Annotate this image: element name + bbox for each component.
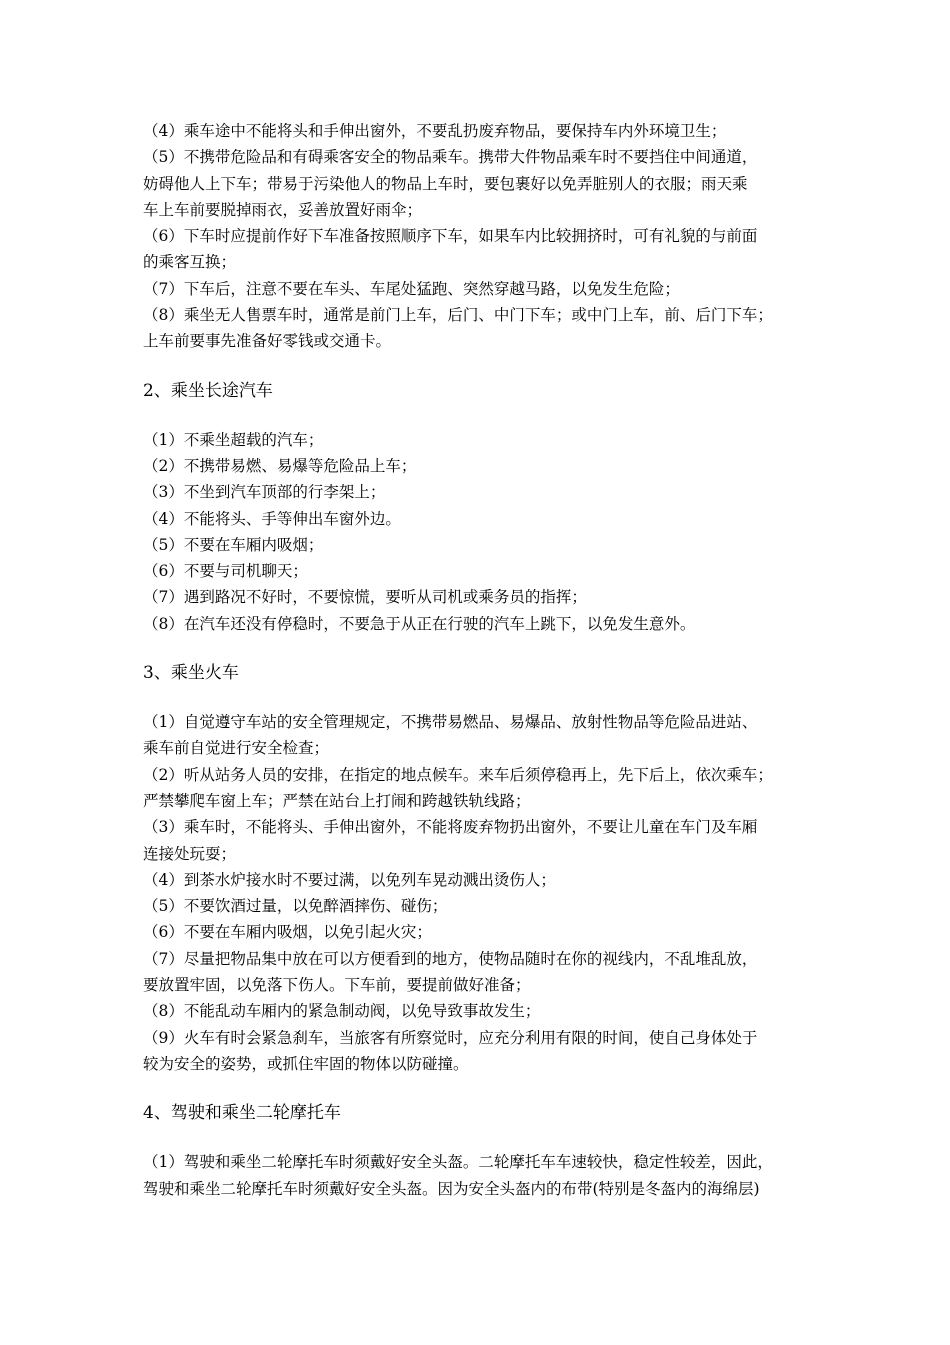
section-4: [143, 1099, 823, 1202]
text-line: 驾驶和乘坐二轮摩托车时须戴好安全头盔。因为安全头盔内的布带(特别是冬盔内的海绵层): [143, 1179, 760, 1198]
text-line: 连接处玩耍；: [143, 844, 237, 863]
text-line: （7）下车后，注意不要在车头、车尾处猛跑、突然穿越马路，以免发生危险；: [143, 279, 680, 298]
section-heading: 4、驾驶和乘坐二轮摩托车: [143, 1103, 341, 1124]
text-line: （1）不乘坐超载的汽车；: [143, 430, 324, 449]
text-line: （2）不携带易燃、易爆等危险品上车；: [143, 456, 417, 475]
text-line: （4）乘车途中不能将头和手伸出窗外，不要乱扔废弃物品，要保持车内外环境卫生；: [143, 122, 727, 140]
text-line: （4）到茶水炉接水时不要过满，以免列车晃动溅出烫伤人；: [143, 870, 556, 889]
document-body: [143, 118, 823, 1202]
text-line: 上车前要事先准备好零钱或交通卡。: [143, 332, 392, 351]
section-heading: 2、乘坐长途汽车: [143, 380, 273, 401]
section-2: [143, 377, 823, 637]
text-line: （9）火车有时会紧急刹车，当旅客有所察觉时，应充分利用有限的时间，使自己身体处于: [143, 1028, 758, 1047]
text-line: （8）乘坐无人售票车时，通常是前门上车，后门、中门下车；或中门上车，前、后门下车；: [143, 306, 773, 325]
text-line: 妨碍他人上下车；带易于污染他人的物品上车时，要包裹好以免弄脏别人的衣服；雨天乘: [143, 174, 748, 193]
text-line: 要放置牢固，以免落下伤人。下车前，要提前做好准备；: [143, 976, 531, 995]
section-3: [143, 659, 823, 1077]
text-line: 严禁攀爬车窗上车；严禁在站台上打闹和跨越铁轨线路；: [143, 791, 531, 810]
text-line: （5）不携带危险品和有碍乘客安全的物品乘车。携带大件物品乘车时不要挡住中间通道，: [143, 148, 758, 167]
text-line: （6）不要在车厢内吸烟，以免引起火灾；: [143, 923, 432, 942]
text-line: （7）尽量把物品集中放在可以方便看到的地方，使物品随时在你的视线内，不乱堆乱放，: [143, 949, 758, 968]
text-line: 车上车前要脱掉雨衣，妥善放置好雨伞；: [143, 200, 423, 219]
text-line: （4）不能将头、手等伸出车窗外边。: [143, 509, 401, 528]
text-line: （6）下车时应提前作好下车准备按照顺序下车，如果车内比较拥挤时，可有礼貌的与前面: [143, 227, 758, 246]
text-line: （6）不要与司机聊天；: [143, 562, 308, 581]
text-line: 的乘客互换；: [143, 253, 237, 272]
text-line: （8）在汽车还没有停稳时，不要急于从正在行驶的汽车上跳下，以免发生意外。: [143, 614, 696, 633]
section-1-tail: [143, 118, 823, 355]
text-line: （5）不要在车厢内吸烟；: [143, 535, 324, 554]
text-line: （1）自觉遵守车站的安全管理规定，不携带易燃品、易爆品、放射性物品等危险品进站、: [143, 713, 758, 732]
text-line: （7）遇到路况不好时，不要惊慌，要听从司机或乘务员的指挥；: [143, 588, 587, 607]
text-line: 乘车前自觉进行安全检查；: [143, 739, 330, 758]
text-line: （8）不能乱动车厢内的紧急制动阀，以免导致事故发生；: [143, 1002, 541, 1021]
section-heading: 3、乘坐火车: [143, 663, 239, 684]
text-line: （3）乘车时，不能将头、手伸出窗外，不能将废弃物扔出窗外，不要让儿童在车门及车厢: [143, 818, 758, 837]
text-line: 较为安全的姿势，或抓住牢固的物体以防碰撞。: [143, 1054, 469, 1073]
text-line: （2）听从站务人员的安排，在指定的地点候车。来车后须停稳再上，先下后上，依次乘车；: [143, 765, 773, 784]
text-line: （3）不坐到汽车顶部的行李架上；: [143, 483, 386, 502]
text-line: （5）不要饮酒过量，以免醉酒摔伤、碰伤；: [143, 897, 448, 916]
text-line: （1）驾驶和乘坐二轮摩托车时须戴好安全头盔。二轮摩托车车速较快，稳定性较差，因此，: [143, 1153, 773, 1172]
